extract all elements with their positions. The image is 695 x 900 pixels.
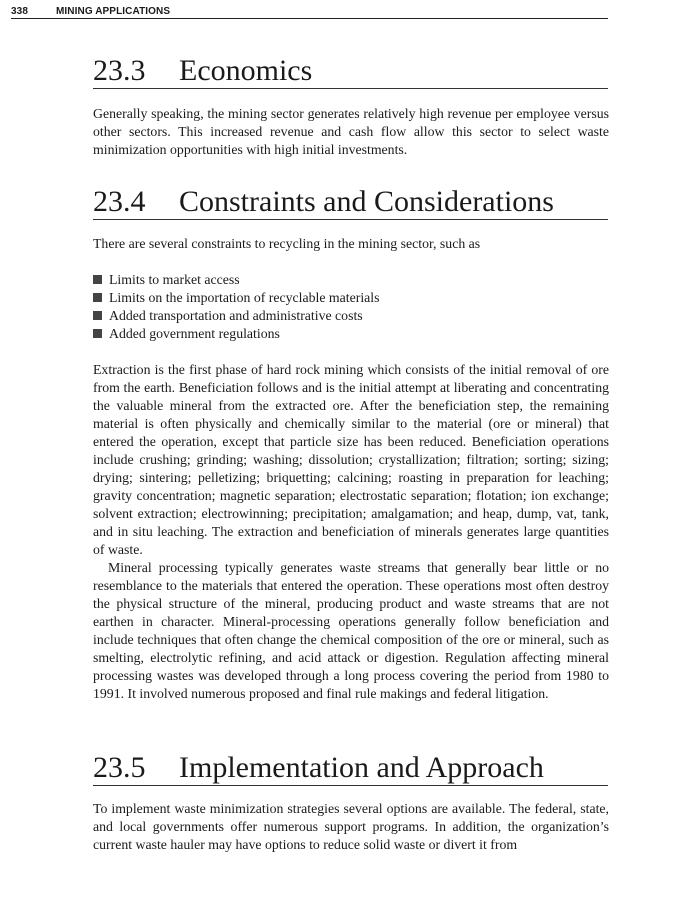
list-item: Limits to market access (93, 271, 609, 289)
square-bullet-icon (93, 293, 102, 302)
running-head-title: MINING APPLICATIONS (56, 6, 171, 17)
section-body-implementation (93, 800, 609, 854)
section-title: Economics (179, 54, 313, 87)
section-number: 23.4 (93, 185, 146, 218)
square-bullet-icon (93, 275, 102, 284)
section-title: Implementation and Approach (179, 751, 544, 784)
intro-paragraph: There are several constraints to recycling in the mining sector, such as (93, 236, 481, 251)
section-heading-constraints (93, 185, 608, 220)
list-item: Added transportation and administrative costs (93, 307, 609, 325)
constraints-bullet-list (93, 271, 609, 343)
section-intro-constraints (93, 235, 609, 253)
section-title: Constraints and Considerations (179, 185, 554, 218)
square-bullet-icon (93, 329, 102, 338)
running-head (11, 5, 608, 19)
section-body-economics (93, 105, 609, 159)
constraints-list-container (93, 271, 609, 343)
section-heading-implementation (93, 751, 608, 786)
body-paragraph: Generally speaking, the mining sector generates relatively high revenue per employee versus other sectors. This increased revenue and cash flow allow this sector to select waste minimization opportunities with high initial investments. (93, 106, 609, 157)
page-number: 338 (11, 6, 28, 17)
list-item: Added government regulations (93, 325, 609, 343)
body-paragraph: To implement waste minimization strategies several options are available. The federal, state, and local governments offer numerous support programs. In addition, the organization’s current waste hauler may have options to reduce solid waste or divert it from (93, 801, 609, 852)
list-item: Limits on the importation of recyclable materials (93, 289, 609, 307)
section-body-constraints (93, 361, 609, 703)
body-paragraph: Extraction is the first phase of hard rock mining which consists of the initial removal of ore from the earth. Beneficiation follows and is the initial attempt at liberating and concentrating the valuable mineral from the extracted ore. After the beneficiation step, the remaining material is often physically and chemically similar to the material (ore or mineral) that entered the operation, except that particle size has been reduced. Beneficiation operations include crushing; grinding; washing; dissolution; crystallization; filtration; sorting; sizing; drying; sintering; pelletizing; briquetting; calcining; roasting in preparation for leaching; gravity concentration; magnetic separation; electrostatic separation; flotation; ion exchange; solvent extraction; electrowinning; precipitation; amalgamation; and heap, dump, vat, tank, and in situ leaching. The extraction and beneficiation of minerals generates large quantities of waste. (93, 362, 609, 557)
square-bullet-icon (93, 311, 102, 320)
section-number: 23.3 (93, 54, 146, 87)
section-number: 23.5 (93, 751, 146, 784)
body-paragraph: Mineral processing typically generates waste streams that generally bear little or no resemblance to the materials that entered the operation. These operations most often destroy the physical structure of the mineral, producing product and waste streams that are not earthen in character. Mineral-processing operations generally follow beneficiation and include techniques that often change the chemical composition of the ore or mineral, such as smelting, electrolytic refining, and acid attack or digestion. Regulation affecting mineral processing wastes was developed through a long process covering the period from 1980 to 1991. It involved numerous proposed and final rule makings and federal litigation. (93, 560, 609, 701)
section-heading-economics (93, 54, 608, 89)
